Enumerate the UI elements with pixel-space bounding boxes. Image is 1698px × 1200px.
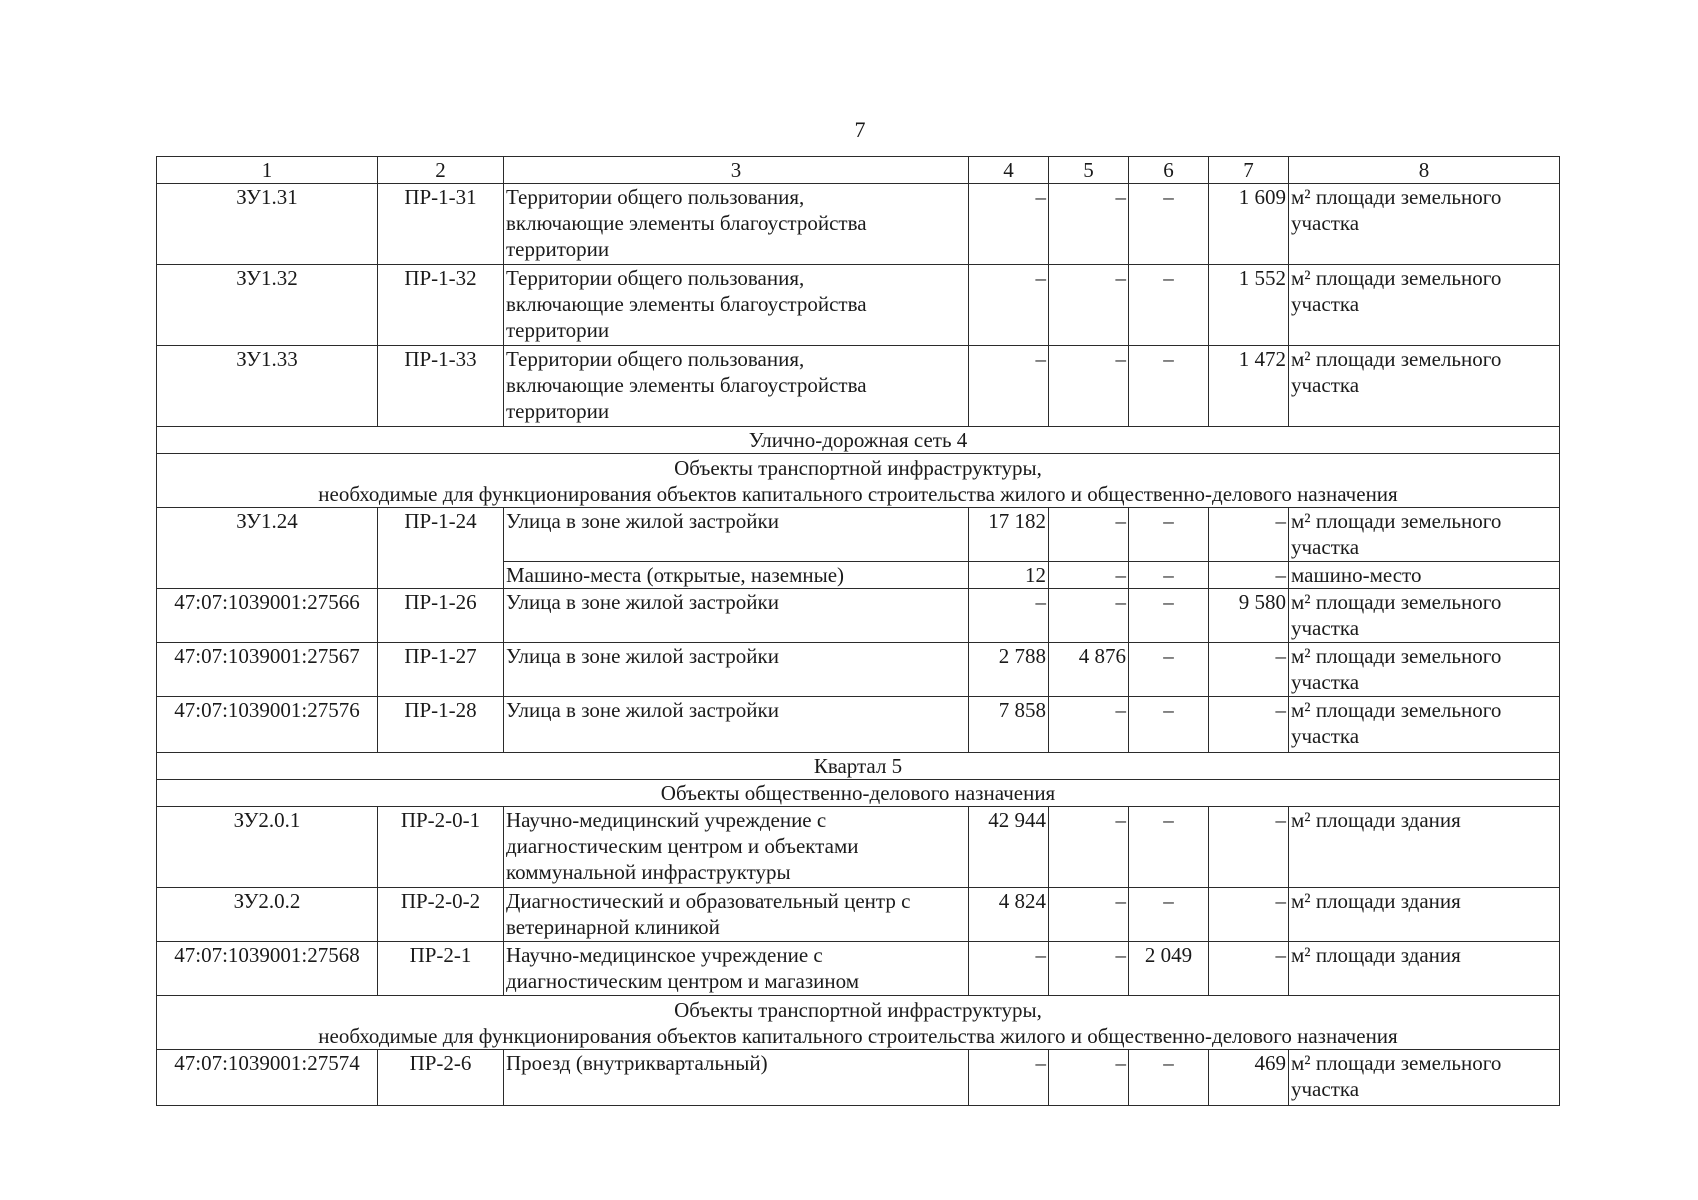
section-title: Объекты транспортной инфраструктуры, необходимые для функционирования объектов капитального строительства жилого и общественно-делового назначения [157,996,1560,1050]
object-description-cell: Проезд (внутриквартальный) [504,1050,969,1106]
project-number-cell: ПР-2-0-2 [378,888,504,942]
value-col7-cell: 1 552 [1209,265,1289,346]
value-col7-cell: – [1209,562,1289,589]
value-col6-cell: 2 049 [1129,942,1209,996]
table-row [157,807,1560,888]
header-cell-3: 3 [504,157,969,184]
value-col5-cell: – [1049,346,1129,427]
value-col4-cell: 12 [969,562,1049,589]
table-row [157,942,1560,996]
unit-cell: м² площади здания [1289,942,1560,996]
unit-cell: машино-место [1289,562,1560,589]
unit-cell: м² площади земельного участка [1289,265,1560,346]
unit-cell: м² площади земельного участка [1289,589,1560,643]
table-row [157,589,1560,643]
land-plots-table [156,156,1560,1106]
value-col7-cell: – [1209,508,1289,562]
unit-cell: м² площади земельного участка [1289,1050,1560,1106]
project-number-cell: ПР-1-32 [378,265,504,346]
table-row [157,508,1560,562]
unit-cell: м² площади земельного участка [1289,346,1560,427]
value-col6-cell: – [1129,807,1209,888]
value-col7-cell: – [1209,888,1289,942]
value-col5-cell: – [1049,265,1129,346]
section-header-row [157,753,1560,780]
project-number-cell: ПР-1-33 [378,346,504,427]
section-title: Квартал 5 [157,753,1560,780]
value-col6-cell: – [1129,346,1209,427]
object-description-cell: Улица в зоне жилой застройки [504,589,969,643]
object-description-cell: Улица в зоне жилой застройки [504,697,969,753]
value-col6-cell: – [1129,888,1209,942]
object-description-cell: Территории общего пользования, включающие элементы благоустройства территории [504,184,969,265]
header-cell-7: 7 [1209,157,1289,184]
value-col6-cell: – [1129,265,1209,346]
value-col5-cell: – [1049,508,1129,562]
value-col4-cell: 17 182 [969,508,1049,562]
project-number-cell: ПР-1-27 [378,643,504,697]
unit-cell: м² площади здания [1289,888,1560,942]
value-col4-cell: 7 858 [969,697,1049,753]
header-cell-6: 6 [1129,157,1209,184]
section-header-row [157,780,1560,807]
project-number-cell: ПР-2-1 [378,942,504,996]
value-col7-cell: – [1209,807,1289,888]
column-number-row [157,157,1560,184]
value-col5-cell: – [1049,184,1129,265]
value-col7-cell: 9 580 [1209,589,1289,643]
unit-cell: м² площади здания [1289,807,1560,888]
header-cell-2: 2 [378,157,504,184]
value-col5-cell: – [1049,942,1129,996]
value-col5-cell: – [1049,807,1129,888]
header-cell-1: 1 [157,157,378,184]
value-col7-cell: – [1209,643,1289,697]
value-col5-cell: – [1049,589,1129,643]
section-header-row [157,454,1560,508]
table-row [157,346,1560,427]
value-col5-cell: – [1049,888,1129,942]
unit-cell: м² площади земельного участка [1289,508,1560,562]
plot-id-cell: ЗУ1.24 [157,508,378,589]
value-col5-cell: – [1049,1050,1129,1106]
value-col7-cell: 1 609 [1209,184,1289,265]
value-col4-cell: – [969,184,1049,265]
plot-id-cell: ЗУ1.32 [157,265,378,346]
value-col4-cell: 4 824 [969,888,1049,942]
table-row [157,697,1560,753]
plot-id-cell: ЗУ2.0.1 [157,807,378,888]
value-col6-cell: – [1129,1050,1209,1106]
plot-id-cell: 47:07:1039001:27566 [157,589,378,643]
value-col6-cell: – [1129,697,1209,753]
object-description-cell: Территории общего пользования, включающие элементы благоустройства территории [504,265,969,346]
header-cell-8: 8 [1289,157,1560,184]
plot-id-cell: 47:07:1039001:27576 [157,697,378,753]
project-number-cell: ПР-1-24 [378,508,504,589]
value-col4-cell: – [969,265,1049,346]
header-cell-5: 5 [1049,157,1129,184]
value-col5-cell: 4 876 [1049,643,1129,697]
project-number-cell: ПР-1-31 [378,184,504,265]
value-col5-cell: – [1049,697,1129,753]
object-description-cell: Машино-места (открытые, наземные) [504,562,969,589]
value-col6-cell: – [1129,643,1209,697]
table-body [157,157,1560,1106]
object-description-cell: Улица в зоне жилой застройки [504,643,969,697]
plot-id-cell: 47:07:1039001:27568 [157,942,378,996]
project-number-cell: ПР-1-28 [378,697,504,753]
unit-cell: м² площади земельного участка [1289,643,1560,697]
object-description-cell: Территории общего пользования, включающие элементы благоустройства территории [504,346,969,427]
section-title: Объекты транспортной инфраструктуры, необходимые для функционирования объектов капитального строительства жилого и общественно-делового назначения [157,454,1560,508]
value-col7-cell: – [1209,942,1289,996]
value-col6-cell: – [1129,562,1209,589]
value-col7-cell: – [1209,697,1289,753]
section-header-row [157,996,1560,1050]
value-col6-cell: – [1129,589,1209,643]
value-col5-cell: – [1049,562,1129,589]
value-col4-cell: – [969,346,1049,427]
project-number-cell: ПР-2-0-1 [378,807,504,888]
value-col4-cell: – [969,589,1049,643]
section-header-row [157,427,1560,454]
table-row [157,643,1560,697]
plot-id-cell: 47:07:1039001:27567 [157,643,378,697]
value-col4-cell: 2 788 [969,643,1049,697]
value-col6-cell: – [1129,508,1209,562]
table-row [157,888,1560,942]
project-number-cell: ПР-2-6 [378,1050,504,1106]
value-col6-cell: – [1129,184,1209,265]
section-title: Улично-дорожная сеть 4 [157,427,1560,454]
unit-cell: м² площади земельного участка [1289,697,1560,753]
plot-id-cell: ЗУ1.33 [157,346,378,427]
plot-id-cell: ЗУ1.31 [157,184,378,265]
table-row [157,184,1560,265]
value-col4-cell: – [969,942,1049,996]
value-col7-cell: 1 472 [1209,346,1289,427]
object-description-cell: Улица в зоне жилой застройки [504,508,969,562]
page-number: 7 [854,117,866,142]
object-description-cell: Научно-медицинский учреждение с диагностическим центром и объектами коммунальной инфраструктуры [504,807,969,888]
plot-id-cell: ЗУ2.0.2 [157,888,378,942]
object-description-cell: Диагностический и образовательный центр с ветеринарной клиникой [504,888,969,942]
project-number-cell: ПР-1-26 [378,589,504,643]
value-col7-cell: 469 [1209,1050,1289,1106]
unit-cell: м² площади земельного участка [1289,184,1560,265]
plot-id-cell: 47:07:1039001:27574 [157,1050,378,1106]
table-row [157,265,1560,346]
header-cell-4: 4 [969,157,1049,184]
section-title: Объекты общественно-делового назначения [157,780,1560,807]
object-description-cell: Научно-медицинское учреждение с диагностическим центром и магазином [504,942,969,996]
table-row [157,1050,1560,1106]
value-col4-cell: 42 944 [969,807,1049,888]
value-col4-cell: – [969,1050,1049,1106]
